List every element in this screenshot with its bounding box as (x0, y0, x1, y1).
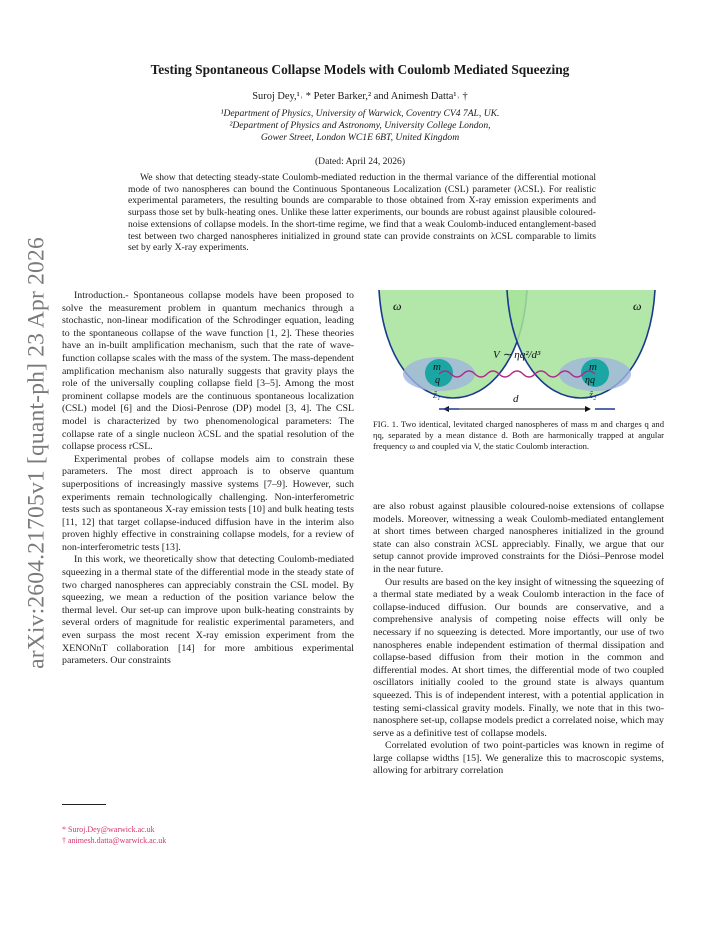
affiliation-2: ²Department of Physics and Astronomy, University College London, (229, 120, 491, 131)
body-right-column (373, 501, 664, 778)
abstract: We show that detecting steady-state Coulomb-mediated reduction in the thermal variance of the differential motional mode of two nanospheres can bound the Continuous Spontaneous Localization (CSL) parameter (λCSL). For realistic experimental parameters, the resulting bounds are comparable to those obtained from X-ray emission experiments and surpass those set by bulk-heating ones. Unlike these latter experiments, our bounds are robust against plausible coloured-noise extensions of collapse models. In the short-time regime, we find that a weak Coulomb-induced entanglement-based test between two charged nanospheres initialized in ground state can provide constraints on λCSL comparable to limits set by early X-ray experiments. (128, 172, 596, 254)
figure-1 (373, 290, 665, 418)
omega-right-label: ω (633, 299, 642, 313)
figure-1-caption: FIG. 1. Two identical, levitated charged nanospheres of mass m and charges q and ηq, separated by a mean distance d. Both are harmonically trapped at angular frequency ω and coupled via V, the static Coulomb interaction. (373, 419, 664, 451)
paragraph-robustness: are also robust against plausible coloured-noise extensions of collapse models. Moreover, witnessing a weak Coulomb-mediated entanglement at short times between charged nanospheres initialized in the ground state can also constrain λCSL appreciably. Finally, we argue that our setup cannot provide improved constraints for the Diósi–Penrose model in the near future. (373, 501, 664, 575)
charge-left-label: q (435, 375, 440, 386)
figure-1-diagram (373, 290, 665, 418)
affiliation-1: ¹Department of Physics, University of Warwick, Coventry CV4 7AL, UK. (220, 108, 500, 119)
omega-left-label: ω (393, 299, 402, 313)
distance-label: d (513, 393, 519, 405)
paragraph-key-insight: Our results are based on the key insight of witnessing the squeezing of a thermal state mediated by a weak Coulomb interaction in the face of collapse-induced diffusion. Our bounds are conservative, and a comprehensive analysis of competing noise effects will only be necessary if no squeezing is detected. More importantly, our use of two nanospheres enable independent estimation of thermal dissipation and collapse-based diffusion from their motion in the common and differential modes. At short times, the differential mode of two coupled oscillators initially cooled to the ground state is always quantum squeezed. This is of independent interest, with a potential application in testing semi-classical gravity models. Finally, we note that in this two-nanosphere set-up, collapse models predict a correlated noise, which may serve as a definitive test of collapse models. (373, 576, 664, 739)
affiliations (0, 108, 720, 144)
paragraph-this-work: In this work, we theoretically show that detecting Coulomb-mediated squeezing in a thermal state of the differential mode in the steady state of two charged nanospheres can appreciably constrain the CSL model. By squeezing, we mean a reduction of the position variance below the thermal level. Our set-up can improve upon bulk-heating constraints by several orders of magnitude for realistic experimental parameters, and even surpass the most recent X-ray emission experiment from the XENONnT collaboration [14] for more ambitious experimental parameters. Our constraints (62, 554, 354, 667)
author-list: Suroj Dey,¹˒ * Peter Barker,² and Animesh Datta¹˒ † (252, 91, 468, 102)
mass-right-label: m (589, 361, 597, 373)
footnotes (62, 824, 166, 846)
body-left-column (62, 290, 354, 668)
footnote-email-dey[interactable]: * Suroj.Dey@warwick.ac.uk (62, 825, 155, 834)
paragraph-correlated-evolution: Correlated evolution of two point-particles was known in regime of large collapse widths [15]. We generalize this to macroscopic systems, allowing for arbitrary correlation (373, 740, 664, 777)
z2-label: ẑ₂ (589, 390, 597, 401)
footnote-email-datta[interactable]: † animesh.datta@warwick.ac.uk (62, 836, 167, 845)
paragraph-experimental-probes: Experimental probes of collapse models aim to constrain these parameters. The most direct approach is to observe quantum superpositions of increasingly massive systems [7–9]. However, such experiments remain technologically challenging. Non-interferometric tests such as spontaneous X-ray emission tests [10] and bulk heating tests [11, 12] that target collapse-induced diffusion have in the interim also proven highly effective in constraining collapse models, for a review of non-interferometric tests [13]. (62, 453, 354, 553)
paper-title: Testing Spontaneous Collapse Models with Coulomb Mediated Squeezing (150, 62, 570, 77)
z1-label: ẑ₁ (433, 390, 441, 401)
paragraph-introduction: Introduction.- Spontaneous collapse models have been proposed to solve the measurement problem in quantum mechanics through a stochastic, non-linear modification of the Schrodinger equation, leading to the spontaneous collapse of the wave function [1, 2]. These theories have an in-built amplification mechanism, such that the rate of wave-function collapse scales with the mass of the system. The mass-dependent amplification mechanism also naturally suggests that gravity plays the role of the universally coupling collapse field [3–5]. Among the most prominent collapse models are the continuous spontaneous localization (CSL) model [6] and the Diosi-Penrose (DP) model [3, 4]. The CSL model is characterized by two phenomenological parameters: The collapse rate of a single nucleon λCSL and the spatial resolution of the collapse process rCSL. (62, 290, 354, 453)
affiliation-3: Gower Street, London WC1E 6BT, United Kingdom (260, 132, 460, 143)
footnote-rule (62, 804, 106, 805)
arxiv-identifier: arXiv:2604.21705v1 [quant-ph] 23 Apr 2026 (23, 237, 50, 669)
mass-left-label: m (433, 361, 441, 373)
potential-label: V ∼ ηq²/d³ (493, 349, 541, 361)
date-line: (Dated: April 24, 2026) (314, 156, 406, 167)
distance-arrowhead-right (585, 406, 591, 412)
charge-right-label: ηq (585, 375, 595, 386)
